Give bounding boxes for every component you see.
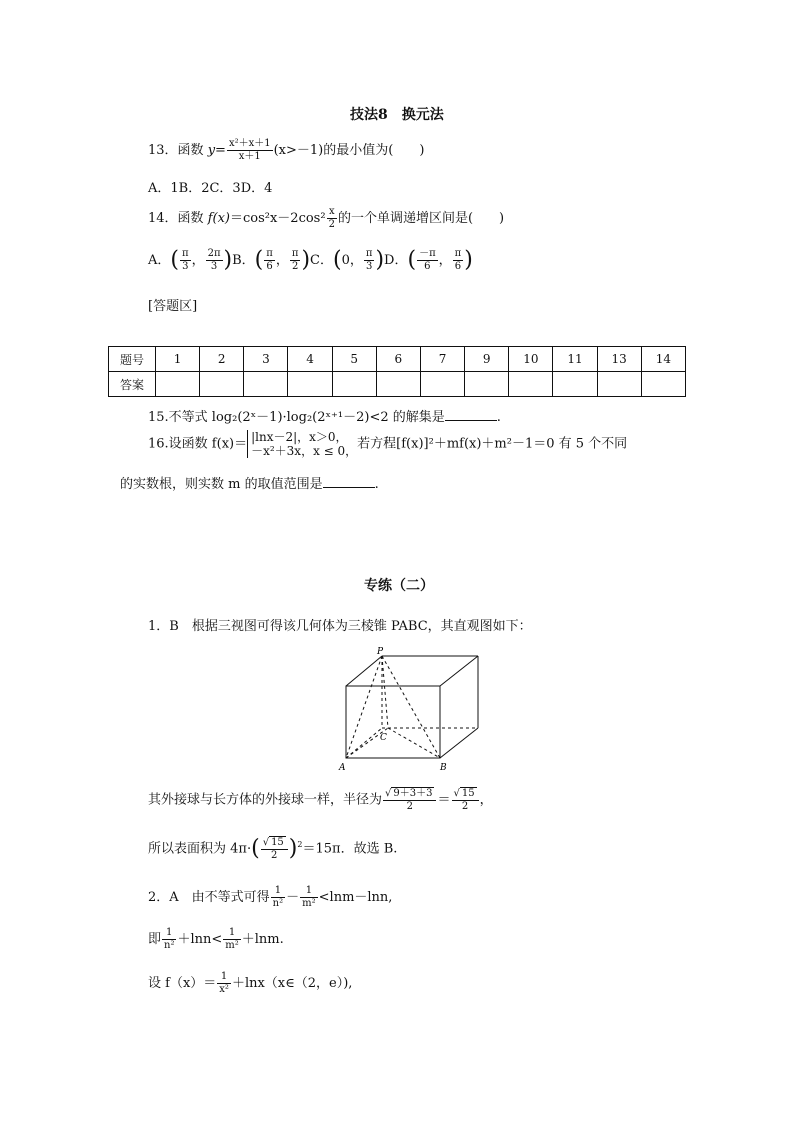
q14-opt-a-f1 (180, 248, 191, 273)
q14-opt-b-label: B． (232, 253, 255, 268)
a2-l2-mid: ＋lnn< (177, 932, 223, 947)
a1-line2-prefix: 其外接球与长方体的外接球一样，半径为 (148, 792, 383, 808)
frac-den: m² (225, 940, 239, 951)
frac-num: 1 (217, 971, 231, 984)
sqrt-content: 9＋3＋3 (393, 788, 433, 799)
q16-case1: |lnx－2|，x＞0， (251, 430, 348, 444)
table-cell: 5 (332, 347, 376, 372)
frac-den: 2 (271, 850, 278, 861)
frac-den: x² (219, 984, 229, 995)
top-left-edge (346, 656, 382, 686)
table-cell: 6 (376, 347, 420, 372)
q13-prefix: 13．函数 (148, 143, 208, 158)
a1-line2-end: ， (479, 792, 493, 808)
q14-fx: f(x) (207, 211, 230, 226)
radius-fraction (383, 787, 436, 813)
frac-den: 3 (210, 261, 218, 272)
pyramid-cuboid-figure (330, 644, 500, 774)
q14-opt-c-label: C． (310, 253, 333, 268)
answer-cell[interactable] (509, 372, 553, 397)
row-header-answer: 答案 (109, 372, 156, 397)
frac-num: √ 9＋3＋3 (383, 787, 436, 801)
answer-cell[interactable] (156, 372, 200, 397)
frac-num: 2π (207, 248, 221, 259)
question-13 (148, 138, 424, 163)
frac-den: n² (164, 940, 175, 951)
answer-table (108, 346, 686, 397)
q13-den: x＋1 (238, 151, 261, 162)
q14-fraction (327, 206, 337, 231)
q16-case2: －x²＋3x，x ≤ 0， (251, 444, 358, 458)
q14-opt-a-f2 (206, 248, 223, 273)
table-cell: 11 (553, 347, 597, 372)
a2-l1-minus: － (286, 890, 300, 905)
answer-1-text: 1．B 根据三视图可得该几何体为三棱锥 PABC，其直观图如下： (148, 619, 532, 634)
q14-opt-c-v1: 0 (341, 253, 350, 268)
q16-suffix: 若方程[f(x)]²＋mf(x)＋m²－1＝0 有 5 个不同 (357, 436, 628, 452)
q16-blank[interactable] (323, 475, 375, 488)
radius-fraction-2 (452, 787, 479, 813)
answer-cell[interactable] (641, 372, 685, 397)
table-cell: 4 (288, 347, 332, 372)
answer-2-line3 (148, 971, 352, 996)
a2-l1-frac1 (271, 885, 285, 910)
answer-cell[interactable] (200, 372, 244, 397)
frac-den: 2 (291, 261, 299, 272)
a2-l2-suffix: ＋lnm. (241, 932, 284, 947)
q14-opt-d-f2 (453, 248, 464, 273)
question-15 (148, 406, 501, 425)
frac-den: 2 (406, 801, 413, 812)
table-cell: 3 (244, 347, 288, 372)
q14-opt-d-f1 (417, 248, 438, 273)
q16-prefix: 16.设函数 f(x)＝ (148, 436, 248, 452)
table-cell: 2 (200, 347, 244, 372)
q13-cond: (x>－1)的最小值为( ) (273, 143, 425, 158)
frac-num: √ 15 (261, 836, 288, 850)
q15-end: . (496, 410, 501, 425)
edge-pc (382, 656, 388, 728)
row-header-number: 题号 (109, 347, 156, 372)
a2-l3-prefix: 设 f（x）＝ (148, 976, 217, 991)
frac-num: π (291, 248, 299, 259)
answer-1-line3: 所以表面积为 4π·( $\frac{√ 15}{2}$ )$^2$＝15π．故选 B. (148, 836, 398, 861)
answer-1-line2 (148, 787, 493, 813)
a2-l1-prefix: 2．A 由不等式可得 (148, 890, 270, 905)
q14-den: 2 (328, 219, 335, 230)
q13-fraction (227, 138, 273, 163)
answer-cell[interactable] (597, 372, 641, 397)
q14-num: x (327, 206, 337, 219)
a1-line3-prefix: 所以表面积为 4π· (148, 841, 252, 857)
a2-l1-suffix: <lnm－lnn, (318, 890, 393, 905)
answer-area-label: [答题区] (148, 299, 198, 314)
area-fraction (261, 836, 288, 862)
q13-num: x²＋x＋1 (228, 138, 271, 149)
frac-num: π (266, 248, 273, 259)
frac-den: m² (302, 898, 316, 909)
frac-num: 1 (162, 927, 176, 940)
q14-expr: ＝cos²x－2cos² (229, 211, 326, 226)
answer-2-line2 (148, 927, 284, 952)
q15-blank[interactable] (445, 408, 497, 421)
q14-opt-d-label: D． (384, 253, 408, 268)
frac-den: 6 (266, 261, 273, 272)
sqrt-content: 15 (271, 837, 284, 848)
sqrt-content: 15 (461, 788, 475, 799)
frac-num: π (365, 248, 373, 259)
vertex-label-p: P (377, 647, 384, 657)
q14-opt-c-f2 (364, 248, 375, 273)
frac-num: √ 15 (452, 787, 479, 801)
vertex-label-a: A (339, 763, 346, 773)
question-14 (148, 206, 504, 231)
q16-line2 (120, 473, 379, 492)
q14-suffix: 的一个单调递增区间是( ) (337, 211, 505, 226)
frac-num: π (454, 248, 462, 259)
answer-cell[interactable] (332, 372, 376, 397)
q14-prefix: 14．函数 (148, 211, 208, 226)
q13-eq: = (215, 143, 226, 158)
answer-cell[interactable] (465, 372, 509, 397)
q16-end: . (374, 477, 379, 492)
frac-den: n² (272, 898, 284, 909)
answer-cell[interactable] (553, 372, 597, 397)
question-16 (148, 430, 627, 458)
a2-l1-frac2 (300, 885, 318, 910)
a1-line3-suffix: ＝15π．故选 B. (302, 841, 398, 857)
top-right-edge (440, 656, 478, 686)
answer-cell[interactable] (376, 372, 420, 397)
frac-num: π (181, 248, 189, 259)
q13-options: A．1B．2C．3D．4 (148, 181, 273, 196)
frac-num: 1 (300, 885, 318, 898)
vertex-label-b: B (440, 763, 447, 773)
answer-cell[interactable] (244, 372, 288, 397)
frac-den: 3 (365, 261, 373, 272)
table-row-numbers (109, 347, 686, 372)
q13-y: y (207, 143, 216, 158)
q14-opt-a-label: A． (148, 253, 171, 268)
answer-cell[interactable] (420, 372, 464, 397)
table-row-answers (109, 372, 686, 397)
a2-l2-frac1 (162, 927, 176, 952)
frac-den: 6 (424, 261, 431, 272)
frac-num: 1 (223, 927, 241, 940)
table-cell: 10 (509, 347, 553, 372)
section-title-2: 专练（二） (364, 578, 434, 594)
answer-cell[interactable] (288, 372, 332, 397)
q14-opt-b-f1 (264, 248, 275, 273)
frac-num: －π (419, 248, 436, 259)
edge-pb (382, 656, 440, 758)
table-cell: 1 (156, 347, 200, 372)
answer-2-line1 (148, 885, 392, 910)
a1-eq: ＝ (437, 792, 451, 808)
q16-piecewise (247, 430, 357, 458)
q16-line2-text: 的实数根，则实数 m 的取值范围是 (120, 477, 323, 492)
q15-text: 15.不等式 log₂(2ˣ－1)·log₂(2ˣ⁺¹－2)<2 的解集是 (148, 410, 445, 425)
edge-cb (388, 728, 440, 758)
frac-den: 2 (461, 801, 469, 812)
front-face (346, 686, 440, 758)
q14-options: A．( $\frac{\pi}{3}$ ， $\frac{2\pi}{3}$ )B．( $\frac{\pi}{6}$ ， $\frac{\pi}{2}$ )C．(0， $\frac{\pi}{3}$ )D．( $\frac{-\pi}{6}$ ， $\frac{\pi}{6}$ ) (148, 247, 473, 273)
a2-l3-suffix: ＋lnx（x∈（2，e）), (231, 976, 353, 991)
bottom-right-edge (440, 728, 478, 758)
frac-num: 1 (271, 885, 285, 898)
vertex-label-c: C (380, 733, 387, 743)
frac-den: 6 (454, 261, 462, 272)
table-cell: 13 (597, 347, 641, 372)
section-title-1: 技法8 换元法 (350, 107, 444, 123)
a2-l3-frac (217, 971, 231, 996)
table-cell: 14 (641, 347, 685, 372)
table-cell: 7 (420, 347, 464, 372)
a1-power: 2 (297, 840, 303, 850)
table-cell: 9 (465, 347, 509, 372)
a2-l2-prefix: 即 (148, 932, 162, 947)
frac-den: 3 (182, 261, 189, 272)
q14-opt-b-f2 (290, 248, 301, 273)
a2-l2-frac2 (223, 927, 241, 952)
